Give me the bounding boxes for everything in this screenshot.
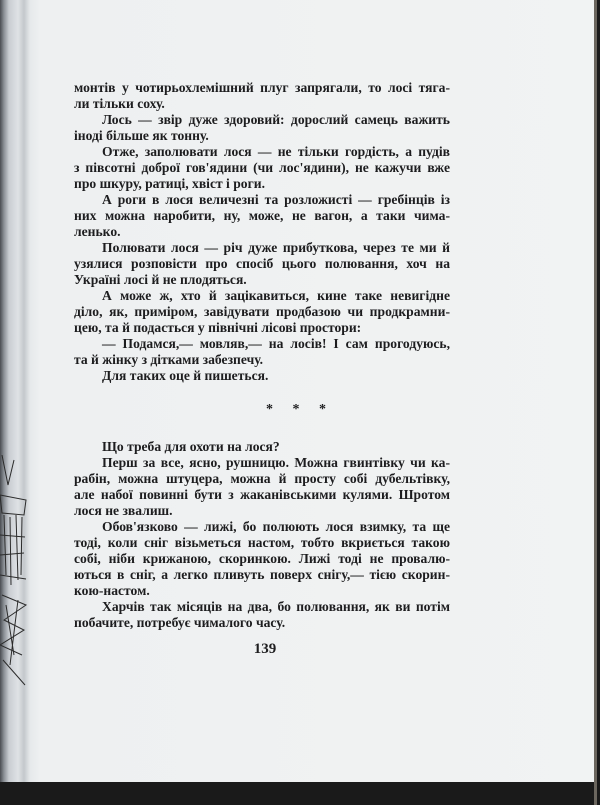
paragraph-line: але набої повинні бути з жаканівськими кулями. Шротом <box>74 487 450 502</box>
paragraph-line: Перш за все, ясно, рушницю. Можна гвинтівку чи ка- <box>102 455 450 470</box>
paragraph-line: ли тільки соху. <box>74 96 165 111</box>
paragraph-line: Лось — звір дуже здоровий: дорослий самець важить <box>102 112 450 127</box>
paragraph-line: ються в сніг, а легко пливуть поверх снігу,— тією скорин- <box>74 567 450 582</box>
paragraph-line: рабін, можна штуцера, можна й просту собі дубельтівку, <box>74 471 450 486</box>
section-1-text <box>74 80 450 384</box>
section-separator: * * * <box>266 402 334 417</box>
paragraph-line: Отже, заполювати лося — не тільки гордість, а пудів <box>102 144 450 159</box>
paragraph-line: них можна наробити, ну, може, не вагон, а таки чима- <box>74 208 450 223</box>
paragraph-line: А може ж, хто й зацікавиться, кине таке невигідне <box>102 288 450 303</box>
paragraph-line: А роги в лося величезні та розложисті — гребінців із <box>102 192 450 207</box>
paragraph-line: ленько. <box>74 224 121 239</box>
paragraph-line: Що треба для охоти на лося? <box>102 439 280 454</box>
paragraph-line: — Подамся,— мовляв,— на лосів! І сам прогодуюсь, <box>102 336 450 351</box>
paragraph-line: побачите, потребує чималого часу. <box>74 615 286 630</box>
paragraph-line: Полювати лося — річ дуже прибуткова, через те ми й <box>102 240 450 255</box>
paragraph-line: та й жінку з дітками забезпечу. <box>74 352 264 367</box>
paragraph-line: Україні лосі й не плодяться. <box>74 272 247 287</box>
paragraph-line: лося не звалиш. <box>74 503 173 518</box>
paragraph-line: Харчів так місяців на два, бо полювання, як ви потім <box>102 599 450 614</box>
paragraph-line: з півсотні доброї гов'ядини (чи лос'ядини), не кажучи вже <box>74 160 450 175</box>
paragraph-line: собі, ніби крижаною, скоринкою. Лижі тоді не провалю- <box>74 551 450 566</box>
margin-sketch-illustration <box>0 455 28 705</box>
section-2-text <box>74 439 450 631</box>
paragraph-line: тоді, коли сніг візьметься настом, тобто вкриється такою <box>74 535 450 550</box>
paragraph-line: Обов'язково — лижі, бо полюють лося взимку, та ще <box>102 519 450 534</box>
page-number: 139 <box>253 641 277 657</box>
paragraph-line: про шкуру, ратиці, хвіст і роги. <box>74 176 265 191</box>
paragraph-line: Для таких оце й пишеться. <box>102 368 269 383</box>
paragraph-line: цею, та й подасться у північні лісові простори: <box>74 320 362 335</box>
paragraph-line: діло, як, приміром, завідувати продбазою чи продкрамни- <box>74 304 450 319</box>
paragraph-line: узялися розповісти про спосіб цього полювання, хоч на <box>74 256 450 271</box>
paragraph-line: іноді більше як тонну. <box>74 128 209 143</box>
paragraph-line: кою-настом. <box>74 583 150 598</box>
paragraph-line: монтів у чотирьохлемішний плуг запрягали, то лосі тяга- <box>74 80 450 95</box>
